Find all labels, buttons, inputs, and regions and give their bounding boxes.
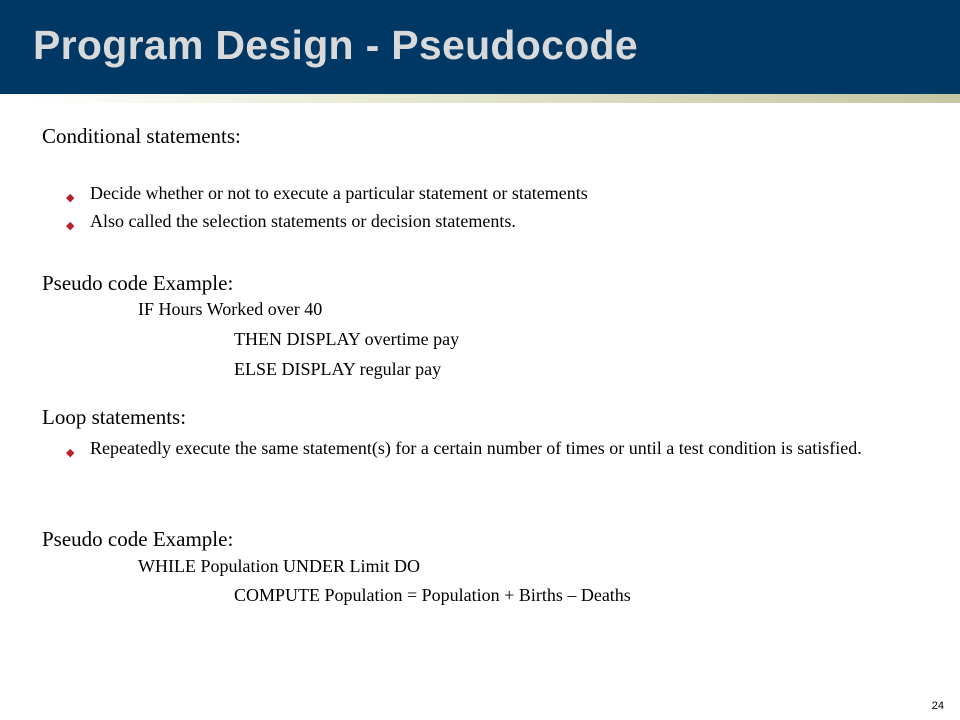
diamond-bullet-icon: ◆ bbox=[66, 219, 75, 232]
slide-title: Program Design - Pseudocode bbox=[33, 22, 639, 68]
diamond-bullet-icon: ◆ bbox=[66, 446, 75, 459]
code-line-then: THEN DISPLAY overtime pay bbox=[234, 329, 460, 349]
diamond-bullet-icon: ◆ bbox=[66, 191, 75, 204]
bullet-text: Decide whether or not to execute a particular statement or statements bbox=[90, 183, 588, 203]
bullet-text: Also called the selection statements or decision statements. bbox=[90, 211, 516, 231]
accent-strip bbox=[30, 94, 960, 103]
conditional-heading: Conditional statements: bbox=[42, 124, 241, 148]
conditional-example-heading: Pseudo code Example: bbox=[42, 271, 234, 295]
conditional-bullet-2 bbox=[66, 206, 886, 237]
page-number: 24 bbox=[931, 700, 944, 712]
loop-heading: Loop statements: bbox=[42, 405, 187, 429]
code-line-while: WHILE Population UNDER Limit DO bbox=[138, 556, 420, 576]
title-bar bbox=[0, 0, 960, 94]
loop-example-heading: Pseudo code Example: bbox=[42, 527, 234, 551]
conditional-bullet-1 bbox=[66, 178, 886, 209]
code-line-compute: COMPUTE Population = Population + Births – Deaths bbox=[234, 585, 631, 605]
code-line-if: IF Hours Worked over 40 bbox=[138, 299, 323, 319]
bullet-text: Repeatedly execute the same statement(s) for a certain number of times or until a test condition is satisfied. bbox=[90, 438, 862, 458]
code-line-else: ELSE DISPLAY regular pay bbox=[234, 359, 442, 379]
loop-bullet-1 bbox=[66, 433, 876, 464]
